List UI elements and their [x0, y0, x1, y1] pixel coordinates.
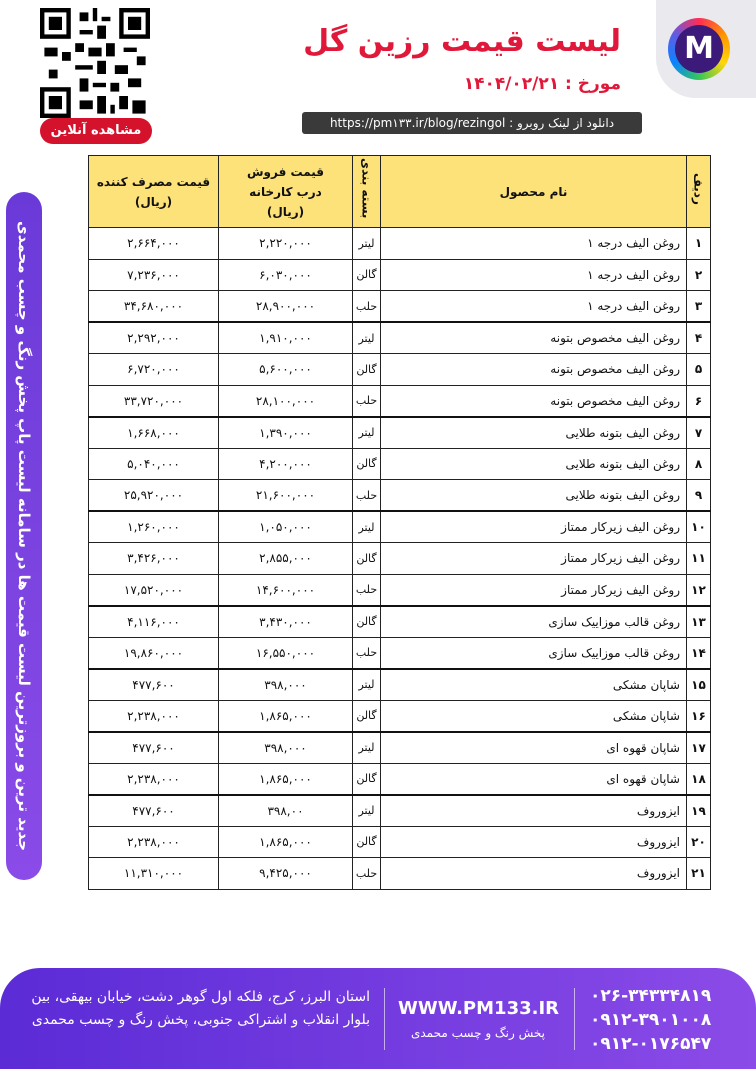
cell-packaging: لیتر	[353, 732, 381, 764]
table-row	[89, 511, 711, 543]
cell-product-name: شاپان مشکی	[381, 669, 687, 701]
table-row	[89, 826, 711, 858]
cell-row-no: ۵	[687, 354, 711, 386]
cell-consumer-price: ۲۵,۹۲۰,۰۰۰	[89, 480, 219, 512]
cell-row-no: ۶	[687, 385, 711, 417]
cell-row-no: ۸	[687, 448, 711, 480]
footer-divider	[574, 988, 575, 1050]
cell-row-no: ۱۲	[687, 574, 711, 606]
cell-row-no: ۳	[687, 291, 711, 323]
cell-row-no: ۱۱	[687, 543, 711, 575]
view-online-button[interactable]: مشاهده آنلاین	[40, 118, 152, 144]
phone-list	[590, 984, 740, 1056]
cell-factory-price: ۴,۲۰۰,۰۰۰	[219, 448, 353, 480]
table-row	[89, 700, 711, 732]
phone-number[interactable]: ۰۹۱۲-۰۱۷۶۵۴۷	[590, 1034, 712, 1054]
cell-row-no: ۱۹	[687, 795, 711, 827]
cell-consumer-price: ۲,۲۳۸,۰۰۰	[89, 763, 219, 795]
cell-row-no: ۱۶	[687, 700, 711, 732]
cell-factory-price: ۳۹۸,۰۰۰	[219, 732, 353, 764]
date-line	[464, 74, 621, 94]
header-factory-price: قیمت فروش درب کارخانه (ریال)	[219, 156, 353, 228]
cell-factory-price: ۲۸,۹۰۰,۰۰۰	[219, 291, 353, 323]
cell-factory-price: ۱,۳۹۰,۰۰۰	[219, 417, 353, 449]
cell-packaging: حلب	[353, 858, 381, 890]
cell-product-name: روغن الیف درجه ۱	[381, 259, 687, 291]
cell-product-name: شاپان قهوه ای	[381, 763, 687, 795]
phone-number[interactable]: ۰۹۱۲-۳۹۰۱۰۰۸	[590, 1010, 712, 1030]
date-label: مورخ :	[565, 74, 621, 94]
table-body	[89, 228, 711, 890]
cell-consumer-price: ۳۴,۶۸۰,۰۰۰	[89, 291, 219, 323]
cell-packaging: لیتر	[353, 669, 381, 701]
table-row	[89, 259, 711, 291]
table-row	[89, 669, 711, 701]
table-row	[89, 228, 711, 260]
cell-consumer-price: ۳,۴۲۶,۰۰۰	[89, 543, 219, 575]
cell-packaging: لیتر	[353, 322, 381, 354]
side-banner-text: جدید ترین و بروزترین لیست قیمت ها در سامانه لیست پاپ پخش رنگ و چسب محمدی	[15, 220, 33, 852]
table-row	[89, 606, 711, 638]
table-row	[89, 480, 711, 512]
table-row	[89, 543, 711, 575]
cell-row-no: ۱	[687, 228, 711, 260]
cell-packaging: گالن	[353, 354, 381, 386]
cell-packaging: لیتر	[353, 795, 381, 827]
cell-product-name: روغن قالب موزاییک سازی	[381, 606, 687, 638]
cell-consumer-price: ۱۱,۳۱۰,۰۰۰	[89, 858, 219, 890]
cell-consumer-price: ۲,۲۳۸,۰۰۰	[89, 700, 219, 732]
cell-product-name: روغن الیف درجه ۱	[381, 228, 687, 260]
cell-consumer-price: ۱,۶۶۸,۰۰۰	[89, 417, 219, 449]
cell-product-name: روغن الیف زیرکار ممتاز	[381, 574, 687, 606]
cell-factory-price: ۲۱,۶۰۰,۰۰۰	[219, 480, 353, 512]
table-row	[89, 291, 711, 323]
cell-factory-price: ۲,۲۲۰,۰۰۰	[219, 228, 353, 260]
cell-factory-price: ۶,۰۳۰,۰۰۰	[219, 259, 353, 291]
cell-packaging: حلب	[353, 637, 381, 669]
brand-logo[interactable]	[668, 18, 730, 80]
table-row	[89, 858, 711, 890]
table-row	[89, 763, 711, 795]
price-table	[88, 155, 710, 890]
cell-product-name: روغن قالب موزاییک سازی	[381, 637, 687, 669]
cell-consumer-price: ۱۹,۸۶۰,۰۰۰	[89, 637, 219, 669]
cell-row-no: ۲۱	[687, 858, 711, 890]
table-row	[89, 637, 711, 669]
cell-row-no: ۲۰	[687, 826, 711, 858]
phone-number[interactable]: ۰۲۶-۳۴۳۳۴۸۱۹	[590, 986, 712, 1006]
table-header	[89, 156, 711, 228]
cell-consumer-price: ۴,۱۱۶,۰۰۰	[89, 606, 219, 638]
table-row	[89, 417, 711, 449]
table-row	[89, 385, 711, 417]
cell-packaging: لیتر	[353, 417, 381, 449]
cell-row-no: ۹	[687, 480, 711, 512]
cell-consumer-price: ۲,۶۶۴,۰۰۰	[89, 228, 219, 260]
table-row	[89, 732, 711, 764]
cell-packaging: گالن	[353, 543, 381, 575]
cell-factory-price: ۱,۸۶۵,۰۰۰	[219, 826, 353, 858]
cell-product-name: روغن الیف بتونه طلایی	[381, 448, 687, 480]
cell-product-name: روغن الیف زیرکار ممتاز	[381, 511, 687, 543]
cell-packaging: گالن	[353, 700, 381, 732]
cell-factory-price: ۳۹۸,۰۰۰	[219, 669, 353, 701]
cell-packaging: گالن	[353, 763, 381, 795]
cell-product-name: ایزوروف	[381, 858, 687, 890]
table-row	[89, 322, 711, 354]
cell-factory-price: ۲,۸۵۵,۰۰۰	[219, 543, 353, 575]
cell-factory-price: ۱,۰۵۰,۰۰۰	[219, 511, 353, 543]
cell-consumer-price: ۱,۲۶۰,۰۰۰	[89, 511, 219, 543]
cell-row-no: ۲	[687, 259, 711, 291]
cell-packaging: گالن	[353, 448, 381, 480]
cell-row-no: ۱۵	[687, 669, 711, 701]
cell-packaging: حلب	[353, 480, 381, 512]
cell-row-no: ۱۴	[687, 637, 711, 669]
cell-consumer-price: ۶,۷۲۰,۰۰۰	[89, 354, 219, 386]
footer	[0, 968, 756, 1069]
cell-product-name: ایزوروف	[381, 795, 687, 827]
table-row	[89, 574, 711, 606]
table-row	[89, 448, 711, 480]
cell-factory-price: ۳۹۸,۰۰	[219, 795, 353, 827]
cell-packaging: حلب	[353, 291, 381, 323]
side-banner	[6, 192, 42, 880]
cell-product-name: شاپان مشکی	[381, 700, 687, 732]
cell-product-name: روغن الیف بتونه طلایی	[381, 480, 687, 512]
cell-row-no: ۱۷	[687, 732, 711, 764]
cell-consumer-price: ۷,۲۳۶,۰۰۰	[89, 259, 219, 291]
cell-product-name: روغن الیف زیرکار ممتاز	[381, 543, 687, 575]
cell-consumer-price: ۳۳,۷۲۰,۰۰۰	[89, 385, 219, 417]
page-title: لیست قیمت رزین گل	[303, 24, 621, 59]
cell-row-no: ۱۰	[687, 511, 711, 543]
cell-consumer-price: ۲,۲۹۲,۰۰۰	[89, 322, 219, 354]
cell-packaging: لیتر	[353, 511, 381, 543]
cell-packaging: لیتر	[353, 228, 381, 260]
qr-code-icon[interactable]	[40, 8, 150, 118]
cell-factory-price: ۱,۹۱۰,۰۰۰	[219, 322, 353, 354]
cell-factory-price: ۵,۶۰۰,۰۰۰	[219, 354, 353, 386]
cell-packaging: گالن	[353, 606, 381, 638]
logo-area	[656, 0, 756, 98]
footer-divider	[384, 988, 385, 1050]
cell-packaging: گالن	[353, 826, 381, 858]
header-consumer-price: قیمت مصرف کننده (ریال)	[89, 156, 219, 228]
cell-packaging: حلب	[353, 385, 381, 417]
cell-product-name: روغن الیف درجه ۱	[381, 291, 687, 323]
cell-consumer-price: ۵,۰۴۰,۰۰۰	[89, 448, 219, 480]
cell-consumer-price: ۴۷۷,۶۰۰	[89, 732, 219, 764]
cell-packaging: گالن	[353, 259, 381, 291]
cell-factory-price: ۹,۴۲۵,۰۰۰	[219, 858, 353, 890]
header-product-name: نام محصول	[381, 156, 687, 228]
cell-factory-price: ۱۴,۶۰۰,۰۰۰	[219, 574, 353, 606]
cell-product-name: روغن الیف مخصوص بتونه	[381, 354, 687, 386]
cell-factory-price: ۳,۴۳۰,۰۰۰	[219, 606, 353, 638]
date-value: ۱۴۰۴/۰۲/۲۱	[463, 74, 560, 94]
cell-factory-price: ۱۶,۵۵۰,۰۰۰	[219, 637, 353, 669]
cell-row-no: ۱۸	[687, 763, 711, 795]
cell-row-no: ۱۳	[687, 606, 711, 638]
cell-factory-price: ۲۸,۱۰۰,۰۰۰	[219, 385, 353, 417]
logo-letter: M	[675, 25, 723, 73]
cell-consumer-price: ۲,۲۳۸,۰۰۰	[89, 826, 219, 858]
cell-product-name: روغن الیف مخصوص بتونه	[381, 322, 687, 354]
table-row	[89, 354, 711, 386]
website-subtitle: پخش رنگ و چسب محمدی	[410, 1026, 546, 1040]
website-link[interactable]: WWW.PM133.IR	[398, 998, 560, 1019]
cell-consumer-price: ۴۷۷,۶۰۰	[89, 795, 219, 827]
cell-consumer-price: ۴۷۷,۶۰۰	[89, 669, 219, 701]
cell-product-name: ایزوروف	[381, 826, 687, 858]
cell-consumer-price: ۱۷,۵۲۰,۰۰۰	[89, 574, 219, 606]
cell-product-name: روغن الیف بتونه طلایی	[381, 417, 687, 449]
download-link[interactable]: دانلود از لینک روبرو : https://pm۱۳۳.ir/blog/rezingol	[302, 112, 642, 134]
header-packaging: بسته بندی	[353, 156, 381, 228]
cell-packaging: حلب	[353, 574, 381, 606]
table-row	[89, 795, 711, 827]
cell-row-no: ۷	[687, 417, 711, 449]
cell-row-no: ۴	[687, 322, 711, 354]
cell-factory-price: ۱,۸۶۵,۰۰۰	[219, 763, 353, 795]
header-row-no: ردیف	[687, 156, 711, 228]
cell-product-name: روغن الیف مخصوص بتونه	[381, 385, 687, 417]
cell-product-name: شاپان قهوه ای	[381, 732, 687, 764]
cell-factory-price: ۱,۸۶۵,۰۰۰	[219, 700, 353, 732]
address: استان البرز، کرج، فلکه اول گوهر دشت، خیابان بیهقی، بین بلوار انقلاب و اشتراکی جنوبی، پخش رنگ و چسب محمدی	[31, 989, 370, 1028]
